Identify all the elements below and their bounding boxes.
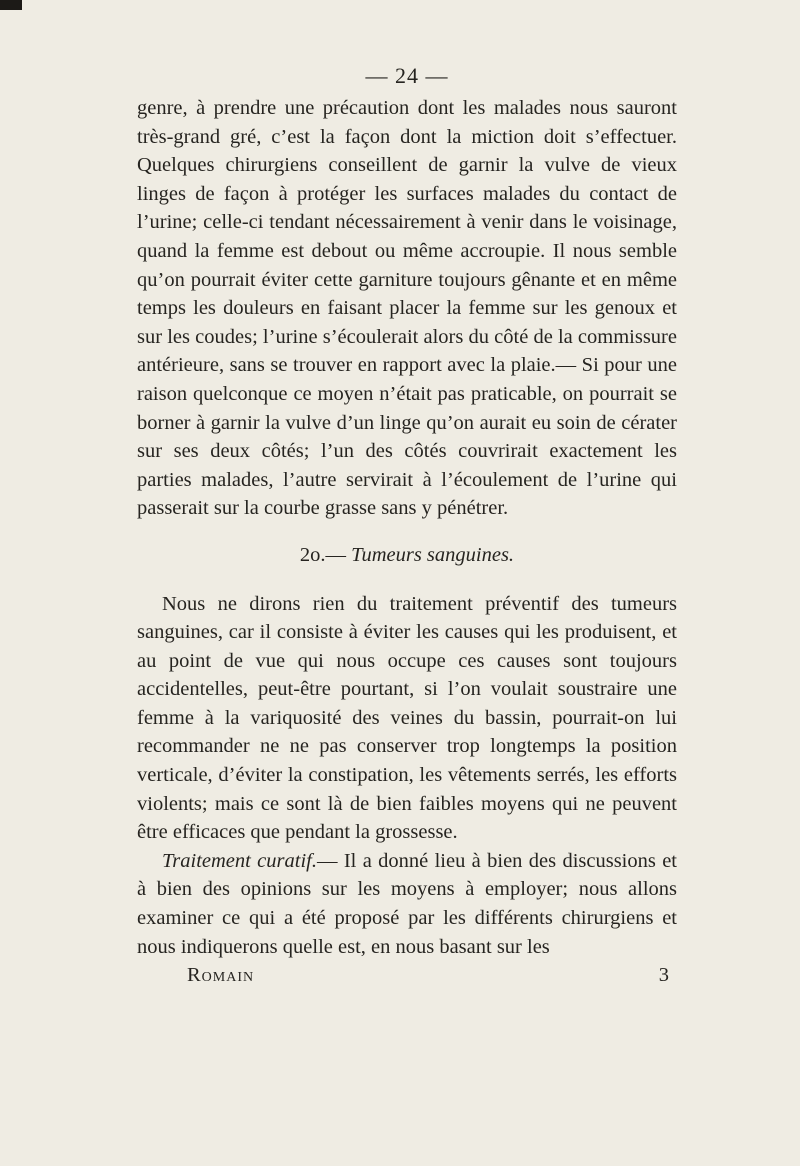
curative-lead: Traitement curatif. [162,849,317,872]
page [137,60,677,990]
page-number: — 24 — [365,63,449,88]
section-heading [137,541,677,570]
paragraph-continuation: genre, à prendre une précaution dont les malades nous sauront très-grand gré, c’est la façon dont la miction doit s’effectuer. Quelques chirurgiens conseillent de garnir la vulve de vieux linges de façon à protéger les surfaces malades du contact de l’urine; celle-ci tendant nécessairement à venir dans le voisinage, quand la femme est debout ou même accroupie. Il nous semble qu’on pourrait éviter cette garniture toujours gênante et en même temps les douleurs en faisant placer la femme sur les genoux et sur les coudes; l’urine s’écoulerait alors du côté de la commissure antérieure, sans se trouver en rapport avec la plaie.— Si pour une raison quelconque ce moyen n’était pas praticable, on pourrait se borner à garnir la vulve d’un linge qu’on aurait eu soin de cérater sur ses deux côtés; l’un des côtés couvrirait exactement les parties malades, l’autre servirait à l’écoulement de l’urine qui passerait sur la courbe grasse sans y pénétrer. [137,97,677,520]
section-number: 2o.— [299,543,347,566]
paragraph-preventive: Nous ne dirons rien du traitement préventif des tumeurs sanguines, car il consiste à éviter les causes qui les produisent, et au point de vue qui nous occupe ces causes sont toujours accidentelles, peut-être pourtant, si l’on voulait soustraire une femme à la variquosité des veines du bassin, pourrait-on lui recommander ne ne pas conserver trop longtemps la position verticale, d’éviter la constipation, les vêtements serrés, les efforts violents; mais ce sont là de bien faibles moyens qui ne peuvent être efficaces que pendant la grossesse. [137,592,677,844]
paragraph-curative [137,847,677,961]
section-title: Tumeurs sanguines. [351,543,515,566]
corner-mark [0,0,22,10]
sheet-number: 3 [658,964,669,987]
footer-signature-line [137,961,677,990]
curative-text: — Il a donné lieu à bien des discussions et à bien des opinions sur les moyens à employer; nous allons examiner ce qui a été proposé par les différents chirurgiens et nous indiquerons quelle est, en nous basant sur les [137,849,677,958]
printer-signature: Romain [187,964,255,987]
